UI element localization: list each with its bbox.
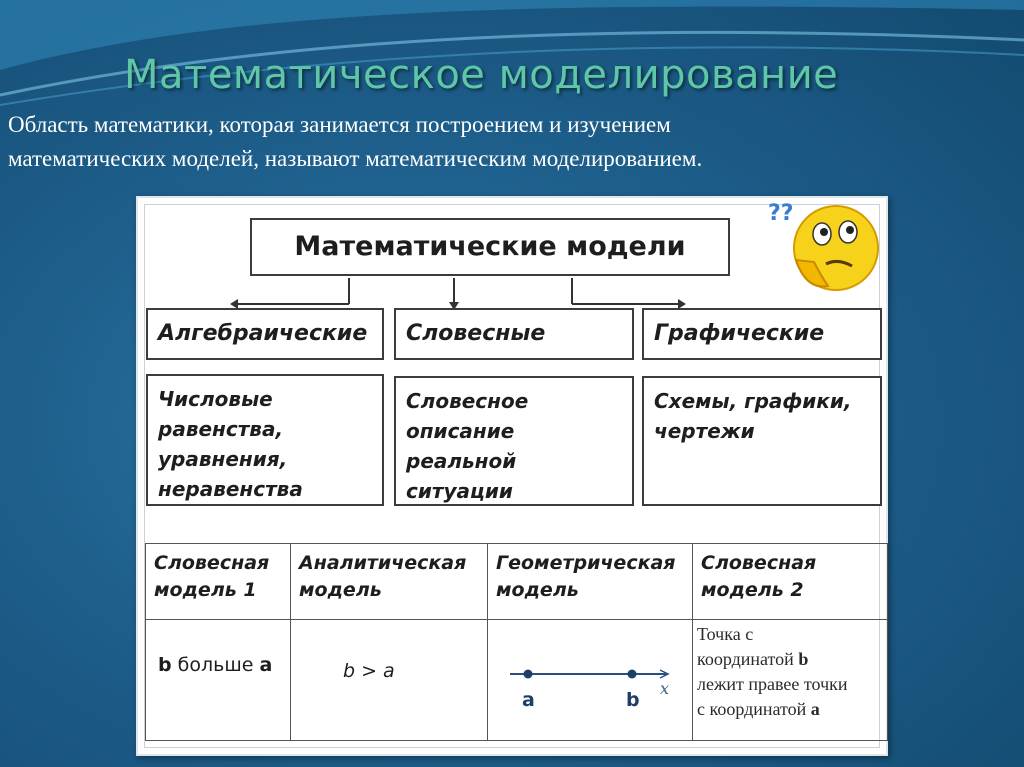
category-algebraic: Алгебраические [146,308,384,360]
header-line: модель [496,579,579,601]
header-analytic-model [291,544,488,620]
description-graphic [642,376,882,506]
thinking-face-icon [766,198,884,303]
point-a-dot [524,670,533,679]
verbal-description [697,622,848,722]
slide-title: Математическое моделирование [124,52,839,98]
intro-line-1: Область математики, которая занимается построением и изучением [8,112,671,137]
question-marks: ?? [768,201,794,226]
description-line: Точка с [697,624,754,644]
description-line: Схемы, графики, [654,389,852,413]
description-line: лежит правее точки [697,674,848,694]
description-algebraic [146,374,384,506]
table-row [146,620,888,741]
header-line: модель 2 [701,579,804,601]
models-table [145,543,888,741]
cell-verbal-1 [146,620,291,741]
intro-text [8,108,998,176]
description-line: уравнения, [158,447,288,471]
point-a-label: a [522,689,535,711]
description-line: чертежи [654,419,755,443]
header-line: Аналитическая [299,552,467,574]
header-line: Геометрическая [496,552,676,574]
point-b-label: b [626,689,640,711]
description-line: Числовые [158,387,273,411]
axis-label: x [660,679,670,698]
description-line: равенства, [158,417,284,441]
verbal-statement: b больше a [158,654,273,676]
description-line: с координатой a [697,699,820,719]
category-graphic: Графические [642,308,882,360]
description-verbal [394,376,634,506]
header-verbal-model-1 [146,544,291,620]
description-line: координатой b [697,649,809,669]
description-line: ситуации [406,479,513,503]
table-header-row [146,544,888,620]
description-line: описание реальной [406,419,517,473]
intro-line-2: математических моделей, называют математическим моделированием. [8,146,703,171]
header-line: Словесная [154,552,270,574]
cell-geometric [488,620,693,741]
root-box: Математические модели [250,218,730,276]
cell-verbal-2 [693,620,888,741]
diagram-panel [136,196,888,756]
header-verbal-model-2 [693,544,888,620]
number-line [488,620,693,740]
header-line: модель 1 [154,579,257,601]
header-geometric-model [488,544,693,620]
header-line: Словесная [701,552,817,574]
category-verbal: Словесные [394,308,634,360]
cell-analytic [291,620,488,741]
description-line: Словесное [406,389,529,413]
point-b-dot [628,670,637,679]
header-line: модель [299,579,382,601]
inequality-formula: b > a [343,660,395,682]
description-line: неравенства [158,477,303,501]
